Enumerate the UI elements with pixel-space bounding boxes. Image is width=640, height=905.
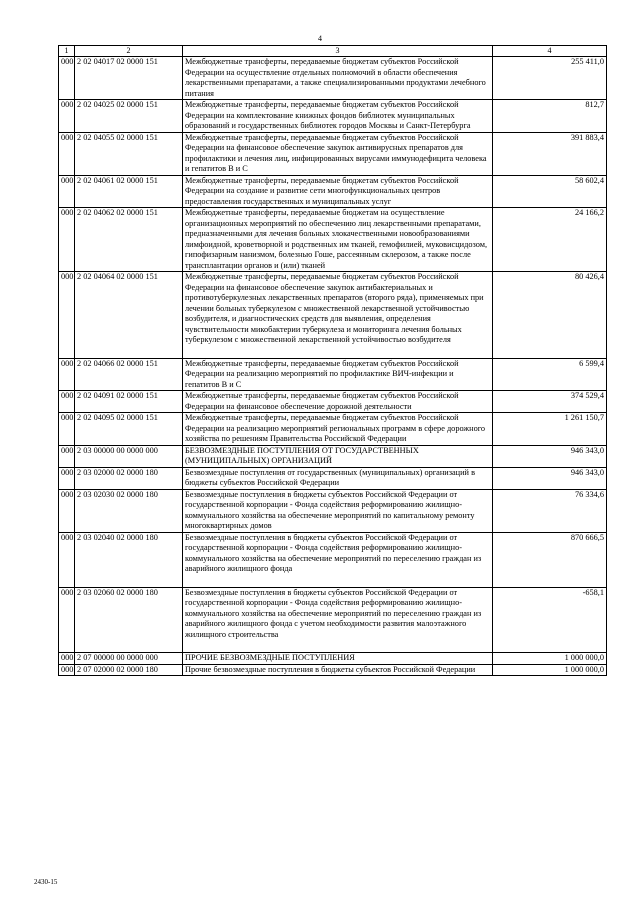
table-row (59, 175, 607, 208)
row-description: БЕЗВОЗМЕЗДНЫЕ ПОСТУПЛЕНИЯ ОТ ГОСУДАРСТВЕННЫХ (МУНИЦИПАЛЬНЫХ) ОРГАНИЗАЦИЙ (183, 445, 493, 467)
page-number: 4 (318, 34, 322, 43)
row-amount: 812,7 (493, 100, 607, 133)
row-prefix-code: 000 (59, 664, 75, 676)
row-amount: 76 334,6 (493, 489, 607, 532)
column-header-2: 2 (75, 46, 183, 57)
row-description: Межбюджетные трансферты, передаваемые бюджетам субъектов Российской Федерации на осуществление отдельных полномочий в области обеспечения лекарственными препаратами, а также специализированными продуктами лечебного питания (183, 57, 493, 100)
row-prefix-code: 000 (59, 100, 75, 133)
row-amount: 6 599,4 (493, 358, 607, 391)
row-budget-code: 2 02 04061 02 0000 151 (75, 175, 183, 208)
row-description: Межбюджетные трансферты, передаваемые бюджетам субъектов Российской Федерации на финансовое обеспечение закупок антивирусных препаратов для профилактики и лечения лиц, инфицированных вирусами иммунодефицита человека и гепатитов В и С (183, 132, 493, 175)
row-description: Безвозмездные поступления в бюджеты субъектов Российской Федерации от государственной корпорации - Фонда содействия реформированию жилищно-коммунального хозяйства на обеспечение мероприятий по капитальному ремонту многоквартирных домов (183, 489, 493, 532)
row-description: Безвозмездные поступления в бюджеты субъектов Российской Федерации от государственной корпорации - Фонда содействия реформированию жилищно-коммунального хозяйства на обеспечение мероприятий по переселению граждан из аварийного жилищного фонда (183, 532, 493, 587)
row-prefix-code: 000 (59, 132, 75, 175)
table-row (59, 208, 607, 272)
row-prefix-code: 000 (59, 208, 75, 272)
row-description: ПРОЧИЕ БЕЗВОЗМЕЗДНЫЕ ПОСТУПЛЕНИЯ (183, 653, 493, 665)
row-budget-code: 2 07 00000 00 0000 000 (75, 653, 183, 665)
row-prefix-code: 000 (59, 272, 75, 359)
table-row (59, 489, 607, 532)
row-description: Межбюджетные трансферты, передаваемые бюджетам субъектов Российской Федерации на реализацию мероприятий по профилактике ВИЧ-инфекции и гепатитов В и С (183, 358, 493, 391)
row-description: Межбюджетные трансферты, передаваемые бюджетам субъектов Российской Федерации на реализацию мероприятий региональных программ в сфере дорожного хозяйства по решениям Правительства Российской Федерации (183, 413, 493, 446)
row-budget-code: 2 02 04062 02 0000 151 (75, 208, 183, 272)
table-row (59, 413, 607, 446)
table-row (59, 391, 607, 413)
row-prefix-code: 000 (59, 532, 75, 587)
row-description: Межбюджетные трансферты, передаваемые бюджетам субъектов Российской Федерации на финансовое обеспечение дорожной деятельности (183, 391, 493, 413)
table-row (59, 653, 607, 665)
row-amount: 58 602,4 (493, 175, 607, 208)
row-prefix-code: 000 (59, 57, 75, 100)
row-budget-code: 2 03 00000 00 0000 000 (75, 445, 183, 467)
row-budget-code: 2 03 02030 02 0000 180 (75, 489, 183, 532)
row-budget-code: 2 03 02000 02 0000 180 (75, 467, 183, 489)
row-prefix-code: 000 (59, 489, 75, 532)
table-row (59, 358, 607, 391)
row-amount: 946 343,0 (493, 445, 607, 467)
row-budget-code: 2 07 02000 02 0000 180 (75, 664, 183, 676)
row-prefix-code: 000 (59, 445, 75, 467)
row-budget-code: 2 03 02060 02 0000 180 (75, 587, 183, 653)
table-row (59, 532, 607, 587)
table-row (59, 664, 607, 676)
row-amount: 946 343,0 (493, 467, 607, 489)
row-amount: 374 529,4 (493, 391, 607, 413)
row-amount: 1 000 000,0 (493, 664, 607, 676)
row-amount: 870 666,5 (493, 532, 607, 587)
row-prefix-code: 000 (59, 175, 75, 208)
row-description: Межбюджетные трансферты, передаваемые бюджетам субъектов Российской Федерации на создание и развитие сети многофункциональных центров предоставления государственных и муниципальных услуг (183, 175, 493, 208)
row-amount: 1 000 000,0 (493, 653, 607, 665)
row-prefix-code: 000 (59, 653, 75, 665)
row-prefix-code: 000 (59, 391, 75, 413)
row-description: Межбюджетные трансферты, передаваемые бюджетам субъектов Российской Федерации на финансовое обеспечение закупок антибактериальных и противотуберкулезных лекарственных препаратов (второго ряда), применяемых при лечении больных туберкулезом с множественной лекарственной устойчивостью возбудителя, и диагностических средств для выявления, определения чувствительности микобактерии туберкулеза и мониторинга лечения больных туберкулезом с множественной лекарственной устойчивостью возбудителя (183, 272, 493, 359)
row-budget-code: 2 02 04017 02 0000 151 (75, 57, 183, 100)
row-budget-code: 2 02 04066 02 0000 151 (75, 358, 183, 391)
row-prefix-code: 000 (59, 587, 75, 653)
table-header-row (59, 46, 607, 57)
row-budget-code: 2 02 04095 02 0000 151 (75, 413, 183, 446)
table-row (59, 445, 607, 467)
row-budget-code: 2 02 04025 02 0000 151 (75, 100, 183, 133)
table-row (59, 100, 607, 133)
table-row (59, 132, 607, 175)
column-header-1: 1 (59, 46, 75, 57)
row-budget-code: 2 02 04064 02 0000 151 (75, 272, 183, 359)
row-prefix-code: 000 (59, 467, 75, 489)
table-row (59, 57, 607, 100)
row-amount: 255 411,0 (493, 57, 607, 100)
row-description: Межбюджетные трансферты, передаваемые бюджетам субъектов Российской Федерации на комплектование книжных фондов библиотек муниципальных образований и государственных библиотек городов Москвы и Санкт-Петербурга (183, 100, 493, 133)
row-budget-code: 2 03 02040 02 0000 180 (75, 532, 183, 587)
row-prefix-code: 000 (59, 413, 75, 446)
row-amount: -658,1 (493, 587, 607, 653)
row-budget-code: 2 02 04055 02 0000 151 (75, 132, 183, 175)
table-row (59, 467, 607, 489)
row-budget-code: 2 02 04091 02 0000 151 (75, 391, 183, 413)
row-amount: 391 883,4 (493, 132, 607, 175)
budget-revenue-table (58, 45, 607, 676)
column-header-4: 4 (493, 46, 607, 57)
row-amount: 80 426,4 (493, 272, 607, 359)
row-description: Безвозмездные поступления от государственных (муниципальных) организаций в бюджеты субъектов Российской Федерации (183, 467, 493, 489)
column-header-3: 3 (183, 46, 493, 57)
row-description: Прочие безвозмездные поступления в бюджеты субъектов Российской Федерации (183, 664, 493, 676)
document-code: 2430-15 (34, 878, 58, 886)
table-row (59, 272, 607, 359)
table-row (59, 587, 607, 653)
row-amount: 24 166,2 (493, 208, 607, 272)
row-description: Безвозмездные поступления в бюджеты субъектов Российской Федерации от государственной корпорации - Фонда содействия реформированию жилищно-коммунального хозяйства на обеспечение мероприятий по переселению граждан из аварийного жилищного фонда с учетом необходимости развития малоэтажного жилищного строительства (183, 587, 493, 653)
row-prefix-code: 000 (59, 358, 75, 391)
row-description: Межбюджетные трансферты, передаваемые бюджетам на осуществление организационных мероприятий по обеспечению лиц лекарственными препаратами, предназначенными для лечения больных злокачественными новообразованиями лимфоидной, кроветворной и родственных им тканей, гемофилией, муковисцидозом, гипофизарным нанизмом, болезнью Гоше, рассеянным склерозом, а также после трансплантации органов и (или) тканей (183, 208, 493, 272)
row-amount: 1 261 150,7 (493, 413, 607, 446)
